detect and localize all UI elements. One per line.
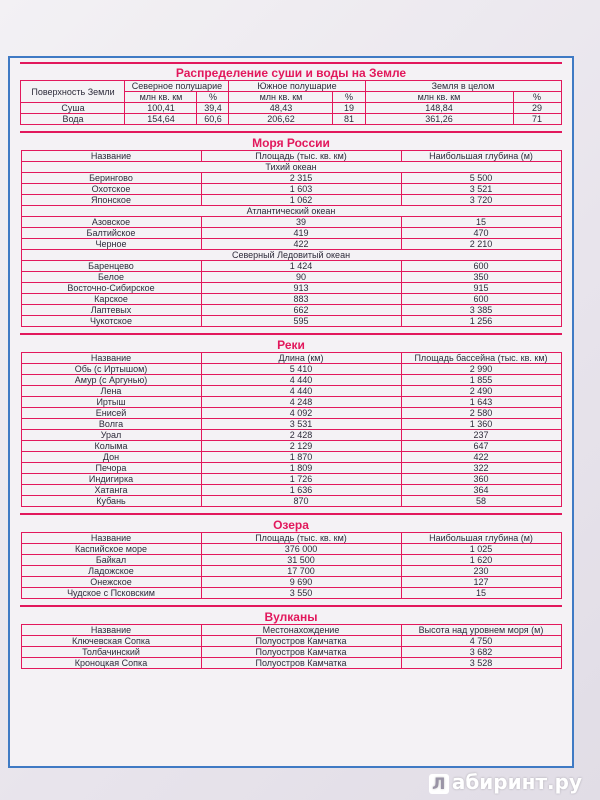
- unit-area: млн кв. км: [229, 92, 333, 103]
- section-divider: [20, 333, 562, 335]
- table-row: Японское 1 062 3 720: [21, 195, 561, 206]
- header-surface: Поверхность Земли: [21, 81, 125, 103]
- table-row: Черное 422 2 210: [21, 239, 561, 250]
- labirint-logo-icon: Л: [429, 774, 449, 794]
- table-row: Кубань 870 58: [21, 496, 561, 507]
- table-row: Восточно-Сибирское 913 915: [21, 283, 561, 294]
- table-row: Печора 1 809 322: [21, 463, 561, 474]
- header-basin: Площадь бассейна (тыс. кв. км): [401, 353, 561, 364]
- table-row: Индигирка 1 726 360: [21, 474, 561, 485]
- header-north: Северное полушарие: [125, 81, 229, 92]
- header-length: Длина (км): [201, 353, 401, 364]
- table-row: Хатанга 1 636 364: [21, 485, 561, 496]
- header-location: Местонахождение: [201, 625, 401, 636]
- header-area: Площадь (тыс. кв. км): [201, 151, 401, 162]
- lakes-title: Озера: [273, 518, 309, 532]
- header-name: Название: [21, 353, 201, 364]
- seas-table: [21, 150, 562, 327]
- seas-title: Моря России: [252, 136, 330, 150]
- land-water-title: Распределение суши и воды на Земле: [175, 66, 407, 80]
- table-row: Азовское 39 15: [21, 217, 561, 228]
- table-row: Баренцево 1 424 600: [21, 261, 561, 272]
- header-height: Высота над уровнем моря (м): [401, 625, 561, 636]
- table-row: Чудское с Псковским 3 550 15: [21, 588, 561, 599]
- table-row: Кроноцкая Сопка Полуостров Камчатка 3 528: [21, 658, 561, 669]
- table-header-row: [21, 151, 561, 162]
- table-row: Обь (с Иртышом) 5 410 2 990: [21, 364, 561, 375]
- watermark-logo: [429, 770, 582, 794]
- ocean-atlantic: Атлантический океан: [21, 206, 561, 217]
- table-row: Охотское 1 603 3 521: [21, 184, 561, 195]
- section-divider: [20, 605, 562, 607]
- header-area: Площадь (тыс. кв. км): [201, 533, 401, 544]
- table-row: Иртыш 4 248 1 643: [21, 397, 561, 408]
- rivers-table: [21, 352, 562, 507]
- section-divider: [20, 62, 562, 64]
- header-depth: Наибольшая глубина (м): [401, 533, 561, 544]
- volcanoes-title: Вулканы: [264, 610, 318, 624]
- unit-pct: %: [513, 92, 561, 103]
- unit-pct: %: [333, 92, 365, 103]
- unit-area: млн кв. км: [125, 92, 197, 103]
- ocean-group-row: [21, 206, 561, 217]
- table-row: Толбачинский Полуостров Камчатка 3 682: [21, 647, 561, 658]
- table-row: Карское 883 600: [21, 294, 561, 305]
- header-south: Южное полушарие: [229, 81, 365, 92]
- table-row: Лаптевых 662 3 385: [21, 305, 561, 316]
- table-row: Колыма 2 129 647: [21, 441, 561, 452]
- ocean-group-row: [21, 162, 561, 173]
- table-row: Онежское 9 690 127: [21, 577, 561, 588]
- ocean-arctic: Северный Ледовитый океан: [21, 250, 561, 261]
- table-row: Балтийское 419 470: [21, 228, 561, 239]
- table-row: Урал 2 428 237: [21, 430, 561, 441]
- header-name: Название: [21, 533, 201, 544]
- table-header-row: [21, 625, 561, 636]
- table-row: Ладожское 17 700 230: [21, 566, 561, 577]
- table-header-row: [21, 353, 561, 364]
- ocean-pacific: Тихий океан: [21, 162, 561, 173]
- volcanoes-table: [21, 624, 562, 669]
- table-row: Белое 90 350: [21, 272, 561, 283]
- header-depth: Наибольшая глубина (м): [401, 151, 561, 162]
- table-row: Волга 3 531 1 360: [21, 419, 561, 430]
- rivers-title: Реки: [277, 338, 305, 352]
- table-row: Амур (с Аргунью) 4 440 1 855: [21, 375, 561, 386]
- table-row: Каспийское море 376 000 1 025: [21, 544, 561, 555]
- ocean-group-row: [21, 250, 561, 261]
- table-header-row: [21, 81, 561, 92]
- table-row: Суша 100,41 39,4 48,43 19 148,84 29: [21, 103, 561, 114]
- table-row: Дон 1 870 422: [21, 452, 561, 463]
- watermark-text: абиринт.ру: [451, 770, 582, 794]
- table-row: Ключевская Сопка Полуостров Камчатка 4 750: [21, 636, 561, 647]
- table-row: Байкал 31 500 1 620: [21, 555, 561, 566]
- unit-area: млн кв. км: [365, 92, 513, 103]
- unit-pct: %: [197, 92, 229, 103]
- table-row: Лена 4 440 2 490: [21, 386, 561, 397]
- header-name: Название: [21, 151, 201, 162]
- table-row: Енисей 4 092 2 580: [21, 408, 561, 419]
- reference-tables-frame: [8, 56, 574, 768]
- header-world: Земля в целом: [365, 81, 561, 92]
- table-row: Берингово 2 315 5 500: [21, 173, 561, 184]
- land-water-table: [20, 80, 561, 125]
- lakes-table: [21, 532, 562, 599]
- section-divider: [20, 131, 562, 133]
- table-header-row: [21, 533, 561, 544]
- table-row: Вода 154,64 60,6 206,62 81 361,26 71: [21, 114, 561, 125]
- table-row: Чукотское 595 1 256: [21, 316, 561, 327]
- header-name: Название: [21, 625, 201, 636]
- section-divider: [20, 513, 562, 515]
